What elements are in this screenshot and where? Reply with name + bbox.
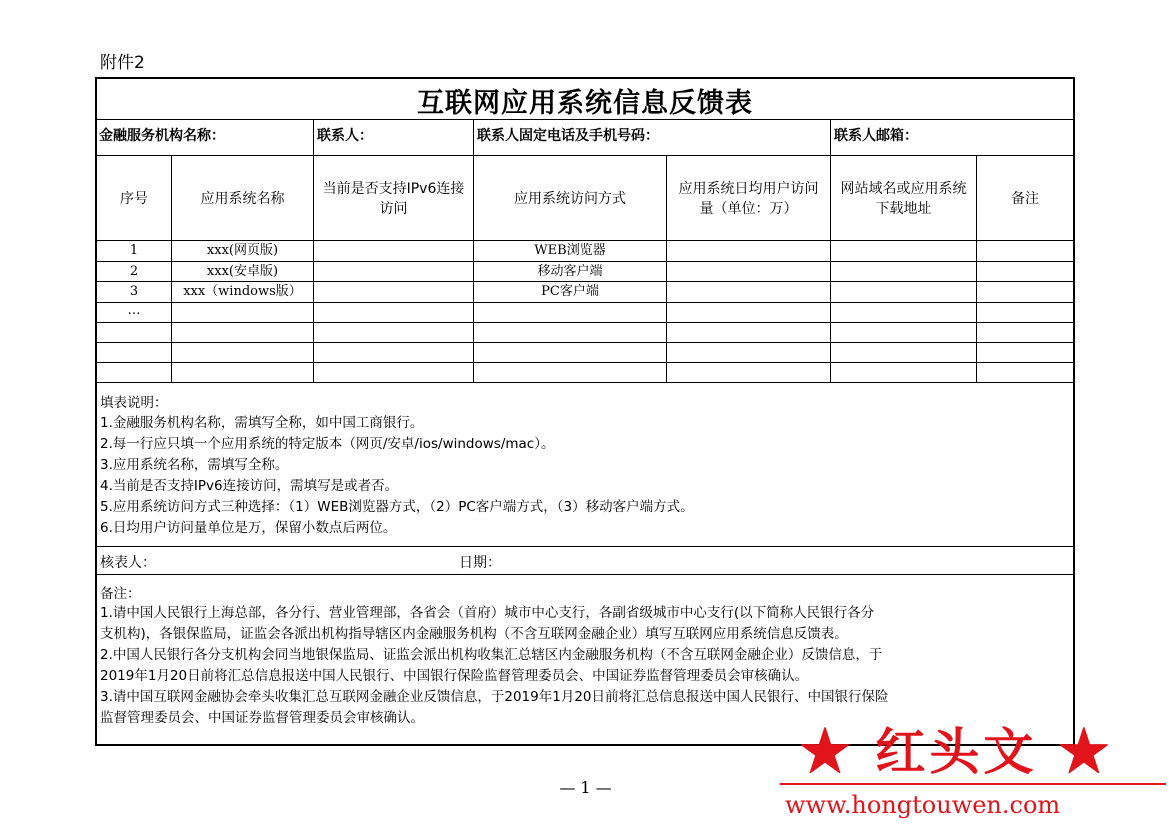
col-header-url: 网站域名或应用系统下载地址 <box>840 181 967 217</box>
divider <box>97 546 1073 547</box>
row-4-no: … <box>127 303 141 318</box>
col-header-remark: 备注 <box>1011 191 1039 207</box>
row-2-no: 2 <box>129 264 139 279</box>
row-3-no: 3 <box>129 284 139 299</box>
remark-line: 2019年1月20日前将汇总信息报送中国人民银行、中国银行保险监督管理委员会、中国证券监督管理委员会审核确认。 <box>100 668 809 684</box>
divider <box>97 362 1073 363</box>
row-3-name: xxx（windows版） <box>183 284 302 299</box>
divider <box>97 119 1073 120</box>
divider <box>97 302 1073 303</box>
row-2-access: 移动客户端 <box>537 264 603 279</box>
org-name-label: 金融服务机构名称： <box>99 128 225 144</box>
instruction-item: 4.当前是否支持IPv6连接访问，需填写是或者否。 <box>100 478 399 494</box>
row-1-no: 1 <box>129 243 139 258</box>
instruction-item: 6.日均用户访问量单位是万，保留小数点后两位。 <box>100 520 397 536</box>
col-header-ipv6: 当前是否支持IPv6连接访问 <box>322 181 465 217</box>
contact-label: 联系人： <box>317 128 373 144</box>
instruction-item: 1.金融服务机构名称，需填写全称，如中国工商银行。 <box>100 415 424 431</box>
remark-line: 2.中国人民银行各分支机构会同当地银保监局、证监会派出机构收集汇总辖区内金融服务机构（不含互联网金融企业）反馈信息，于 <box>100 647 883 663</box>
divider <box>97 574 1073 575</box>
instructions-heading: 填表说明： <box>100 395 168 411</box>
col-header-visits: 应用系统日均用户访问量（单位：万） <box>678 181 819 217</box>
divider <box>97 322 1073 323</box>
watermark-title: ★ 红头文 ★ <box>800 722 1113 781</box>
instruction-item: 5.应用系统访问方式三种选择：（1）WEB浏览器方式，（2）PC客户端方式，（3）移动客户端方式。 <box>100 499 694 515</box>
row-2-name: xxx(安卓版) <box>206 264 279 279</box>
row-1-access: WEB浏览器 <box>534 243 606 258</box>
watermark-divider <box>780 783 1166 785</box>
remark-line: 1.请中国人民银行上海总部，各分行、营业管理部，各省会（首府）城市中心支行，各副省级城市中心支行(以下简称人民银行各分 <box>100 605 875 621</box>
feedback-form-table <box>95 77 1075 746</box>
col-header-no: 序号 <box>120 191 148 207</box>
row-1-name: xxx(网页版) <box>206 243 279 258</box>
row-3-access: PC客户端 <box>541 284 599 299</box>
page-number: — 1 — <box>559 778 612 797</box>
date-label: 日期： <box>459 555 501 571</box>
col-header-access: 应用系统访问方式 <box>514 191 626 207</box>
col-header-app-name: 应用系统名称 <box>200 191 285 207</box>
divider <box>830 119 831 155</box>
remark-line: 监督管理委员会、中国证券监督管理委员会审核确认。 <box>100 710 424 726</box>
instruction-item: 2.每一行应只填一个应用系统的特定版本（网页/安卓/ios/windows/mac）。 <box>100 436 555 452</box>
divider <box>97 155 1073 156</box>
remark-line: 3.请中国互联网金融协会牵头收集汇总互联网金融企业反馈信息，于2019年1月20日前将汇总信息报送中国人民银行、中国银行保险 <box>100 689 889 705</box>
remarks-heading: 备注： <box>100 586 141 602</box>
attachment-label: 附件2 <box>100 53 145 73</box>
divider <box>97 382 1073 383</box>
remark-line: 支机构)，各银保监局，证监会各派出机构指导辖区内金融服务机构（不含互联网金融企业）填写互联网应用系统信息反馈表。 <box>100 626 848 642</box>
watermark-url: www.hongtouwen.com <box>785 791 1061 819</box>
divider <box>473 119 474 155</box>
instruction-item: 3.应用系统名称，需填写全称。 <box>100 457 289 473</box>
divider <box>97 342 1073 343</box>
email-label: 联系人邮箱： <box>834 128 918 144</box>
form-title: 互联网应用系统信息反馈表 <box>417 88 753 119</box>
divider <box>313 119 314 155</box>
phone-label: 联系人固定电话及手机号码： <box>477 128 659 144</box>
reviewer-label: 核表人： <box>100 555 156 571</box>
